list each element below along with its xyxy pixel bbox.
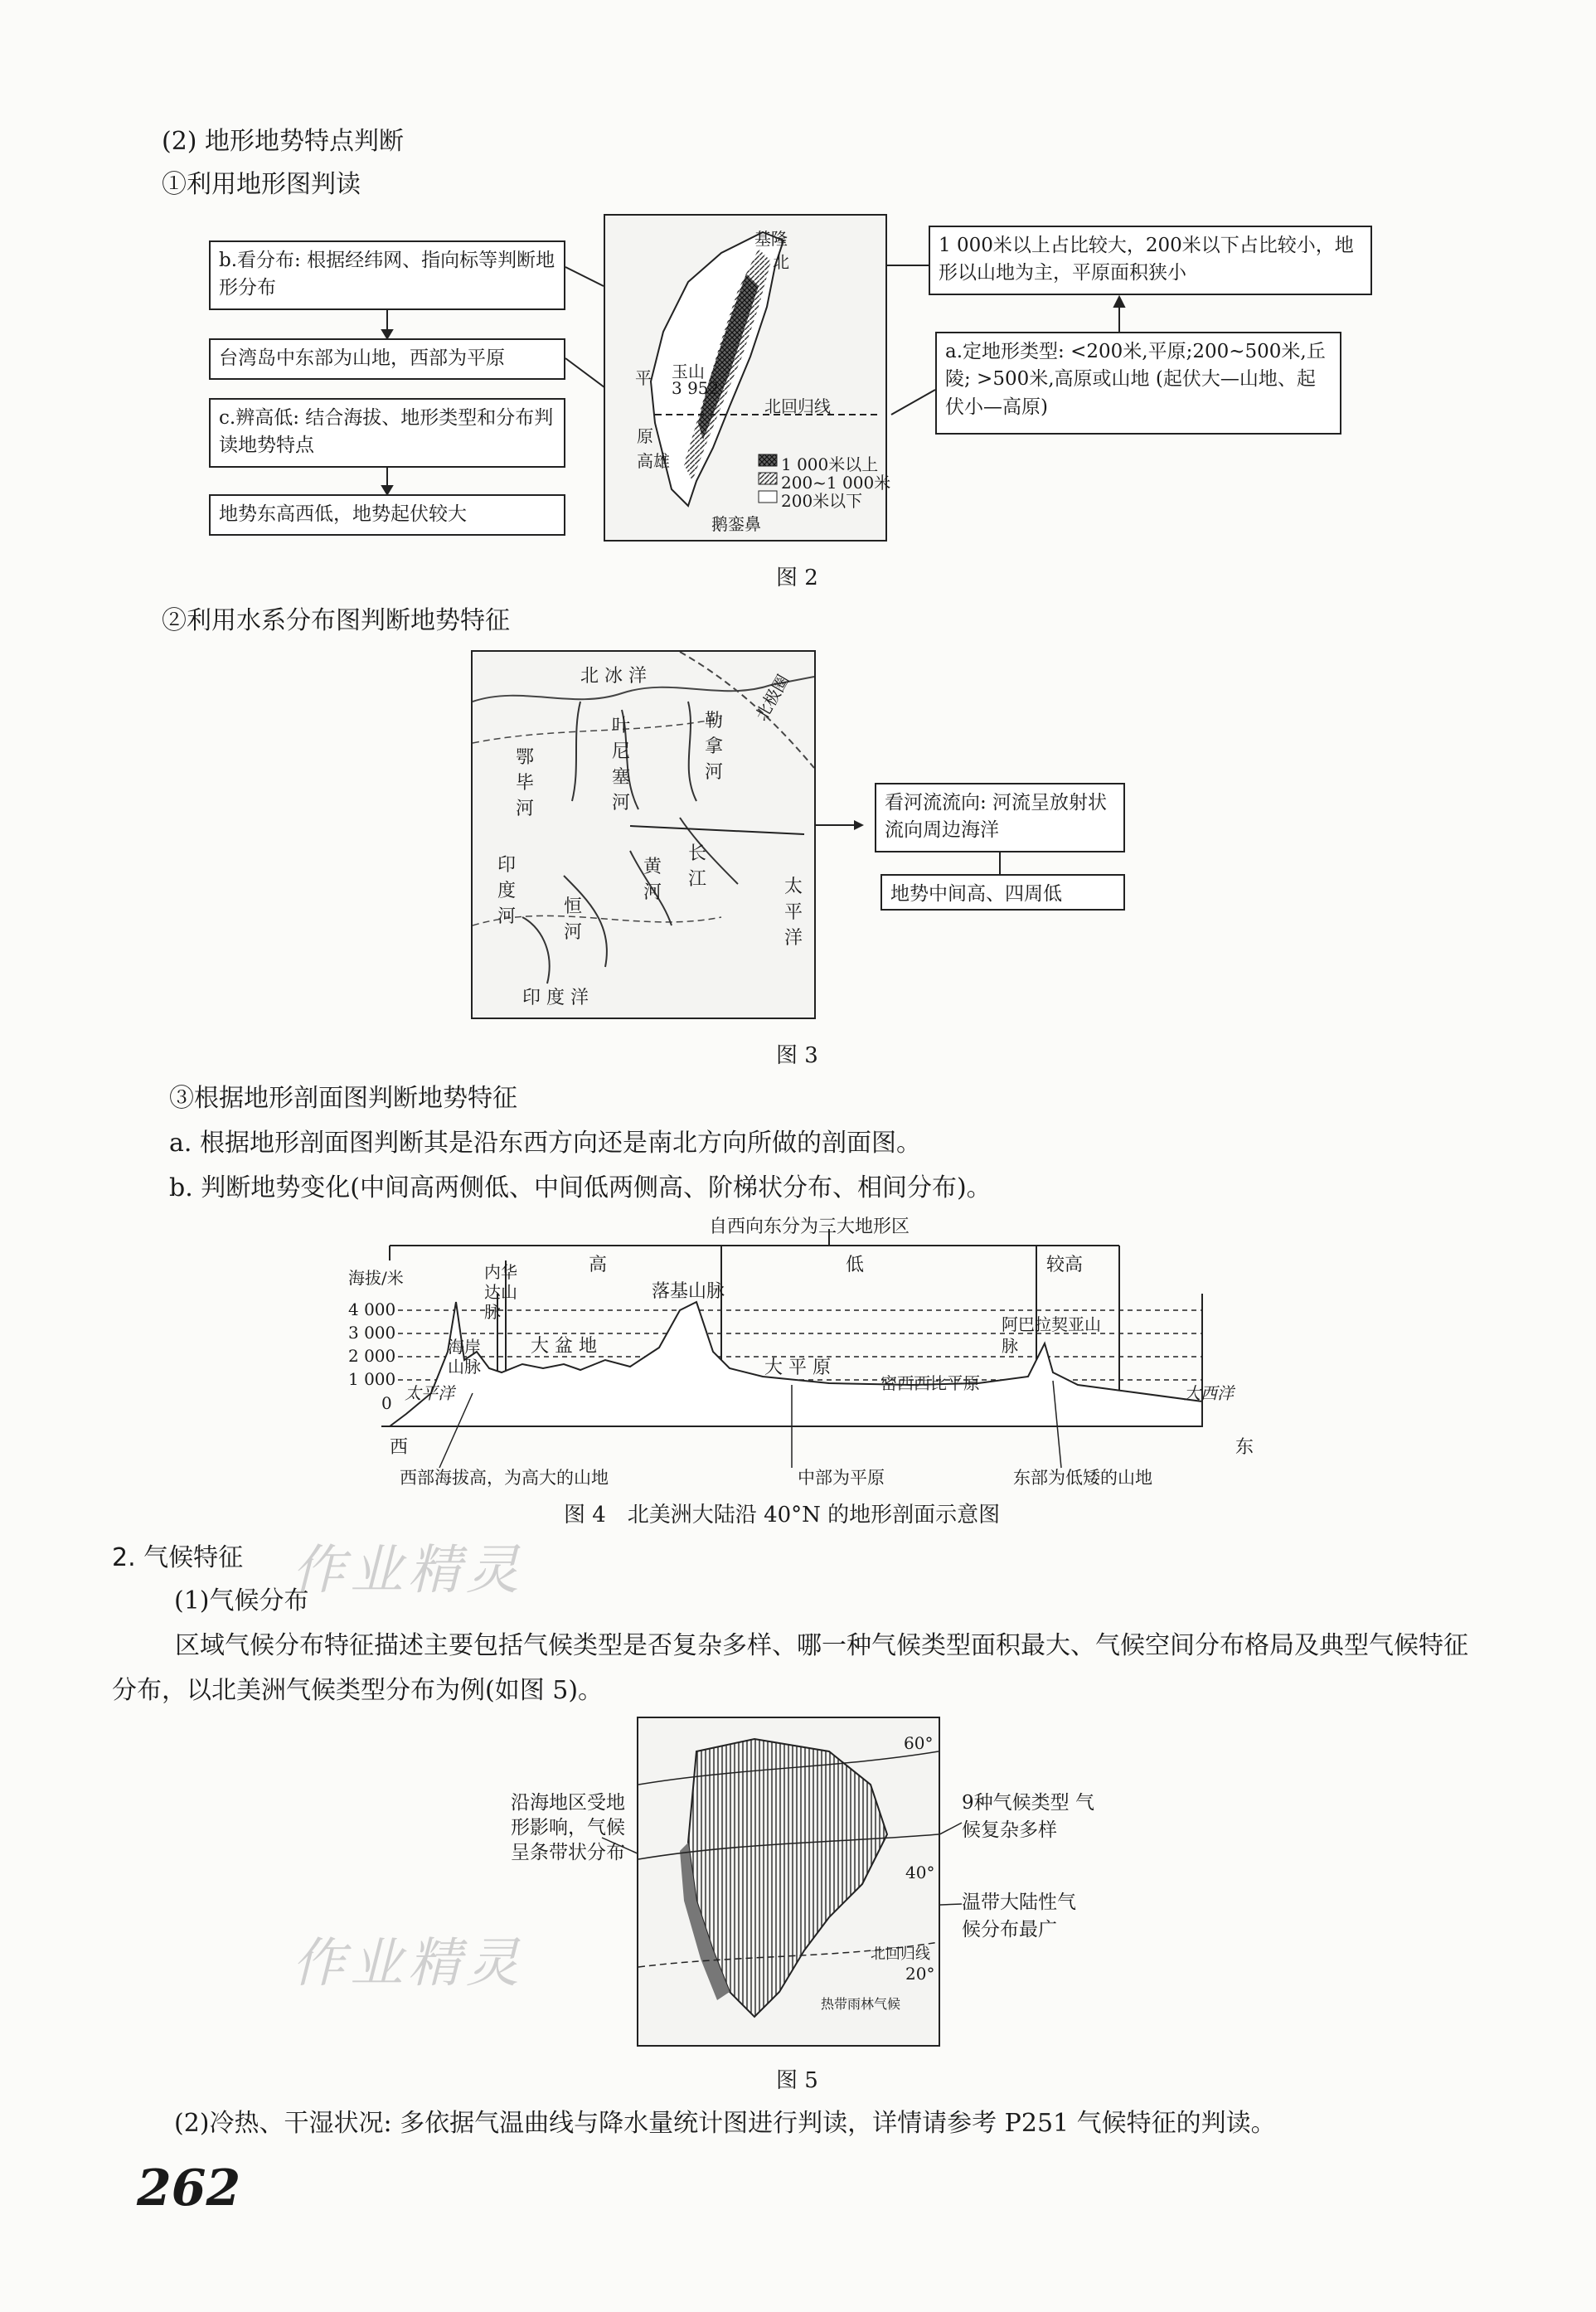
fig4-west: 西	[390, 1437, 409, 1458]
fig3-caption: 图 3	[776, 1043, 818, 1068]
fig4-rockies: 落基山脉	[652, 1281, 725, 1302]
fig4-note-west: 西部海拔高，为高大的山地	[400, 1468, 609, 1488]
page-number: 262	[137, 2159, 241, 2217]
method3-point-a: a. 根据地形剖面图判断其是沿东西方向还是南北方向所做的剖面图。	[169, 1129, 921, 1158]
label-pacific-ocean: 太平洋	[784, 877, 803, 949]
fig5-right-note-2: 温带大陆性气候分布最广	[962, 1892, 1076, 1941]
fig2-box-top-right: 1 000米以上占比较大，200米以下占比较小，地形以山地为主，平原面积狭小	[929, 226, 1372, 295]
label-yangtze-river: 长江	[688, 843, 707, 890]
map-label-kaohsiung: 高雄	[637, 451, 670, 471]
fig4-region-low: 低	[846, 1255, 865, 1275]
fig4-ytick-1000: 1 000	[348, 1369, 396, 1389]
method3-point-b: b. 判断地势变化(中间高两侧低、中间低两侧高、阶梯状分布、相间分布)。	[169, 1173, 992, 1202]
fig3-box-flow: 看河流流向: 河流呈放射状流向周边海洋	[875, 783, 1125, 852]
fig5-left-note: 沿海地区受地形影响，气候呈条带状分布	[511, 1792, 625, 1863]
map-label-yushan: 玉山	[672, 362, 705, 381]
fig5-lat60: 60°	[904, 1733, 934, 1753]
fig4-region-high: 高	[589, 1255, 608, 1275]
method1-title: ①利用地形图判读	[162, 170, 361, 199]
legend-1000-plus: 1 000米以上	[781, 454, 879, 474]
fig5-right-note-1: 9种气候类型 气候复杂多样	[962, 1792, 1094, 1842]
fig2-box-b-result: 台湾岛中东部为山地，西部为平原	[209, 338, 565, 380]
fig4-note-east: 东部为低矮的山地	[1013, 1468, 1152, 1488]
fig5-tropic: 北回归线	[871, 1945, 930, 1963]
watermark-bottom: 作业精灵	[292, 1933, 524, 1994]
map-label-yushan-height: 3 952	[672, 378, 720, 398]
map-label-taipei: 北	[773, 252, 789, 272]
label-arctic-ocean: 北 冰 洋	[580, 666, 647, 687]
section-heading-climate: 2. 气候特征	[112, 1543, 244, 1572]
fig4-ytick-3000: 3 000	[348, 1323, 396, 1343]
label-arctic-circle: 北极圈	[750, 671, 793, 725]
fig4-pacific: 太平洋	[405, 1383, 454, 1403]
map-label-plain2: 原	[637, 426, 653, 446]
fig2-box-b: b.看分布: 根据经纬网、指向标等判断地形分布	[209, 240, 565, 310]
map-label-plain: 平	[635, 368, 652, 388]
label-yenisei-river: 叶尼塞河	[612, 716, 631, 814]
map-label-keelung: 基隆	[754, 229, 788, 249]
fig4-ytick-4000: 4 000	[348, 1299, 396, 1319]
fig4-coast-range: 海岸山脉	[448, 1337, 481, 1377]
fig4-appalachian: 阿巴拉契亚山脉	[1002, 1314, 1101, 1356]
fig4-ytick-2000: 2 000	[348, 1346, 396, 1366]
fig2-box-c: c.辨高低: 结合海拔、地形类型和分布判读地势特点	[209, 398, 565, 468]
fig4-ylabel: 海拔/米	[348, 1268, 404, 1288]
fig3-box-result: 地势中间高、四周低	[880, 874, 1125, 911]
fig5-lat40: 40°	[905, 1863, 935, 1882]
label-ganges-river: 恒河	[564, 896, 583, 943]
fig4-ytick-0: 0	[381, 1393, 392, 1413]
label-indian-ocean: 印 度 洋	[522, 988, 589, 1008]
label-lena-river: 勒拿河	[705, 711, 724, 783]
map-label-cape: 鹅銮鼻	[711, 514, 761, 534]
fig5-rainforest: 热带雨林气候	[821, 1996, 901, 2012]
label-yellow-river: 黄河	[643, 857, 662, 903]
climate-sub2: (2)冷热、干湿状况: 多依据气温曲线与降水量统计图进行判读，详情请参考 P251 气候特征的判读。	[174, 2109, 1276, 2138]
fig4-great-basin: 大 盆 地	[531, 1336, 597, 1357]
fig5-north-america-map	[637, 1717, 940, 2047]
label-ob-river: 鄂毕河	[516, 747, 535, 819]
fig5-caption: 图 5	[776, 2068, 818, 2093]
map-label-tropic: 北回归线	[764, 396, 831, 416]
fig2-caption: 图 2	[776, 566, 818, 590]
fig4-top-label: 自西向东分为三大地形区	[709, 1217, 910, 1237]
fig2-box-c-result: 地势东高西低，地势起伏较大	[209, 494, 565, 536]
legend-200-1000: 200~1 000米	[781, 473, 891, 493]
label-indus-river: 印度河	[497, 855, 517, 927]
fig5-lat20: 20°	[905, 1964, 935, 1984]
fig4-east: 东	[1235, 1437, 1254, 1458]
fig4-note-center: 中部为平原	[798, 1468, 885, 1488]
section-heading-terrain: (2) 地形地势特点判断	[162, 127, 405, 156]
fig4-region-higher: 较高	[1046, 1255, 1084, 1275]
fig4-sierra-nevada: 内华达山脉	[484, 1262, 517, 1322]
fig4-caption: 图 4 北美洲大陆沿 40°N 的地形剖面示意图	[564, 1503, 1001, 1528]
method2-title: ②利用水系分布图判断地势特征	[162, 606, 510, 635]
legend-below-200: 200米以下	[781, 491, 863, 511]
method3-title: ③根据地形剖面图判断地势特征	[169, 1084, 517, 1113]
fig4-great-plains: 大 平 原	[764, 1358, 831, 1378]
climate-para1: 区域气候分布特征描述主要包括气候类型是否复杂多样、哪一种气候类型面积最大、气候空间分布格局及典型气候特征分布，以北美洲气候类型分布为例(如图 5)。	[112, 1631, 1468, 1705]
fig2-box-a: a.定地形类型: <200米,平原;200~500米,丘陵; >500米,高原或山地 (起伏大—山地、起伏小—高原)	[935, 332, 1341, 435]
fig4-mississippi: 密西西比平原	[880, 1373, 980, 1393]
fig4-atlantic: 大西洋	[1184, 1383, 1234, 1403]
watermark-top: 作业精灵	[292, 1540, 524, 1601]
climate-sub1: (1)气候分布	[174, 1586, 309, 1615]
